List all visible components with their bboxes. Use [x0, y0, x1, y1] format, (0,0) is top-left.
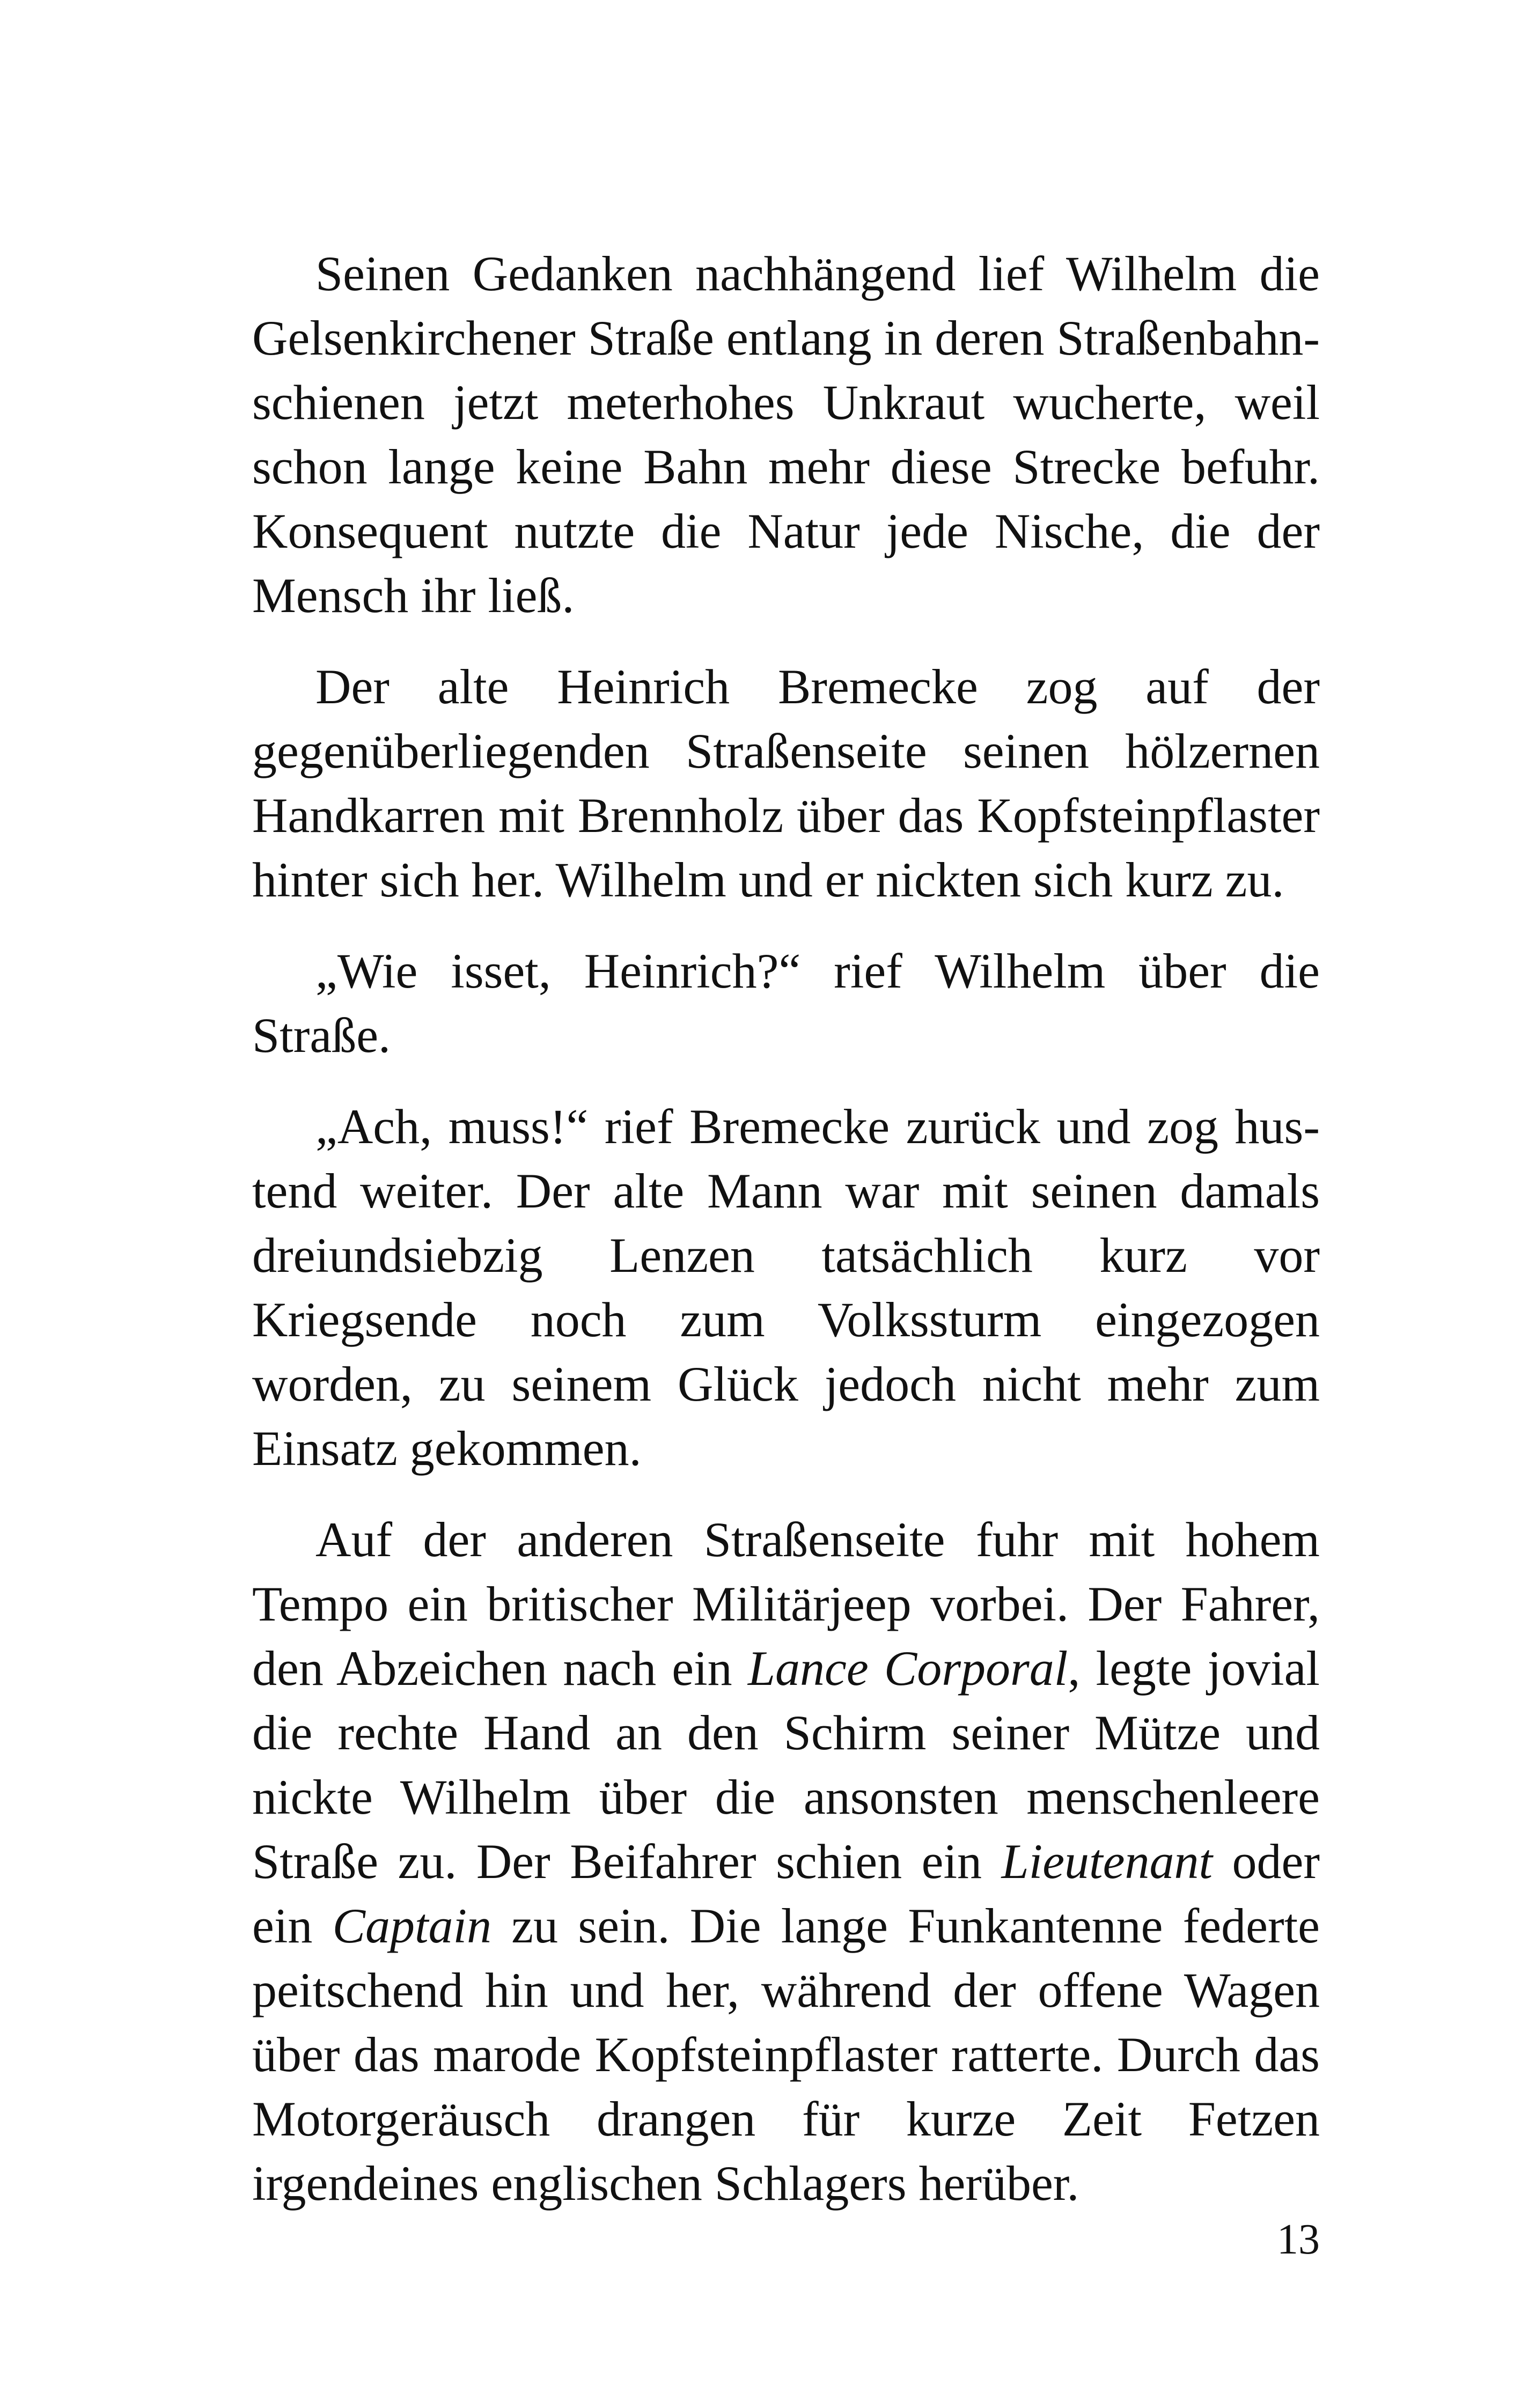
paragraph-5-text: oder ein	[252, 1834, 1320, 1953]
rank-captain: Captain	[332, 1898, 492, 1953]
paragraph-5	[252, 1507, 1320, 2215]
paragraph-4-text: „Ach, muss!“ rief Bremecke zurück und zog hustend weiter. Der alte Mann war mit seinen damals dreiundsiebzig Lenzen tatsächlich kurz vor Kriegsende noch zum Volkssturm eingezogen worden, zu seinem Glück jedoch nicht mehr zum Einsatz gekommen.	[252, 1099, 1320, 1476]
page-number: 13	[1277, 2216, 1320, 2263]
body-text	[252, 241, 1320, 2242]
paragraph-5-text: Auf der anderen Straßenseite fuhr mit hohem Tempo ein britischer Militärjeep vorbei. Der Fahrer, den Abzeichen nach ein	[252, 1512, 1320, 1696]
rank-lance-corporal: Lance Corporal	[747, 1641, 1068, 1696]
paragraph-2-text: Der alte Heinrich Bremecke zog auf der gegenüberliegenden Straßenseite seinen hölzernen Handkarren mit Brennholz über das Kopfsteinpflaster hinter sich her. Wilhelm und er nickten sich kurz zu.	[252, 659, 1320, 907]
paragraph-5-text: , legte jovial die rechte Hand an den Schirm seiner Mütze und nickte Wilhelm über die ansonsten menschenleere Straße zu. Der Beifahrer schien ein	[252, 1641, 1320, 1889]
paragraph-4	[252, 1094, 1320, 1481]
paragraph-3-text: „Wie isset, Heinrich?“ rief Wilhelm über die Straße.	[252, 944, 1320, 1063]
paragraph-5-text: zu sein. Die lange Funkantenne federte peitschend hin und her, während der offene Wagen über das marode Kopfsteinpflaster ratterte. Durch das Motorgeräusch drangen für kurze Zeit Fetzen irgendeines englischen Schlagers herüber.	[252, 1898, 1320, 2211]
paragraph-3	[252, 939, 1320, 1067]
paragraph-1	[252, 241, 1320, 628]
paragraph-2	[252, 654, 1320, 912]
paragraph-1-text: Seinen Gedanken nachhängend lief Wilhelm die Gelsenkirchener Straße entlang in deren Straßenbahnschienen jetzt meterhohes Unkraut wucherte, weil schon lange keine Bahn mehr diese Strecke befuhr. Konsequent nutzte die Natur jede Nische, die der Mensch ihr ließ.	[252, 246, 1320, 623]
rank-lieutenant: Lieutenant	[1001, 1834, 1213, 1889]
